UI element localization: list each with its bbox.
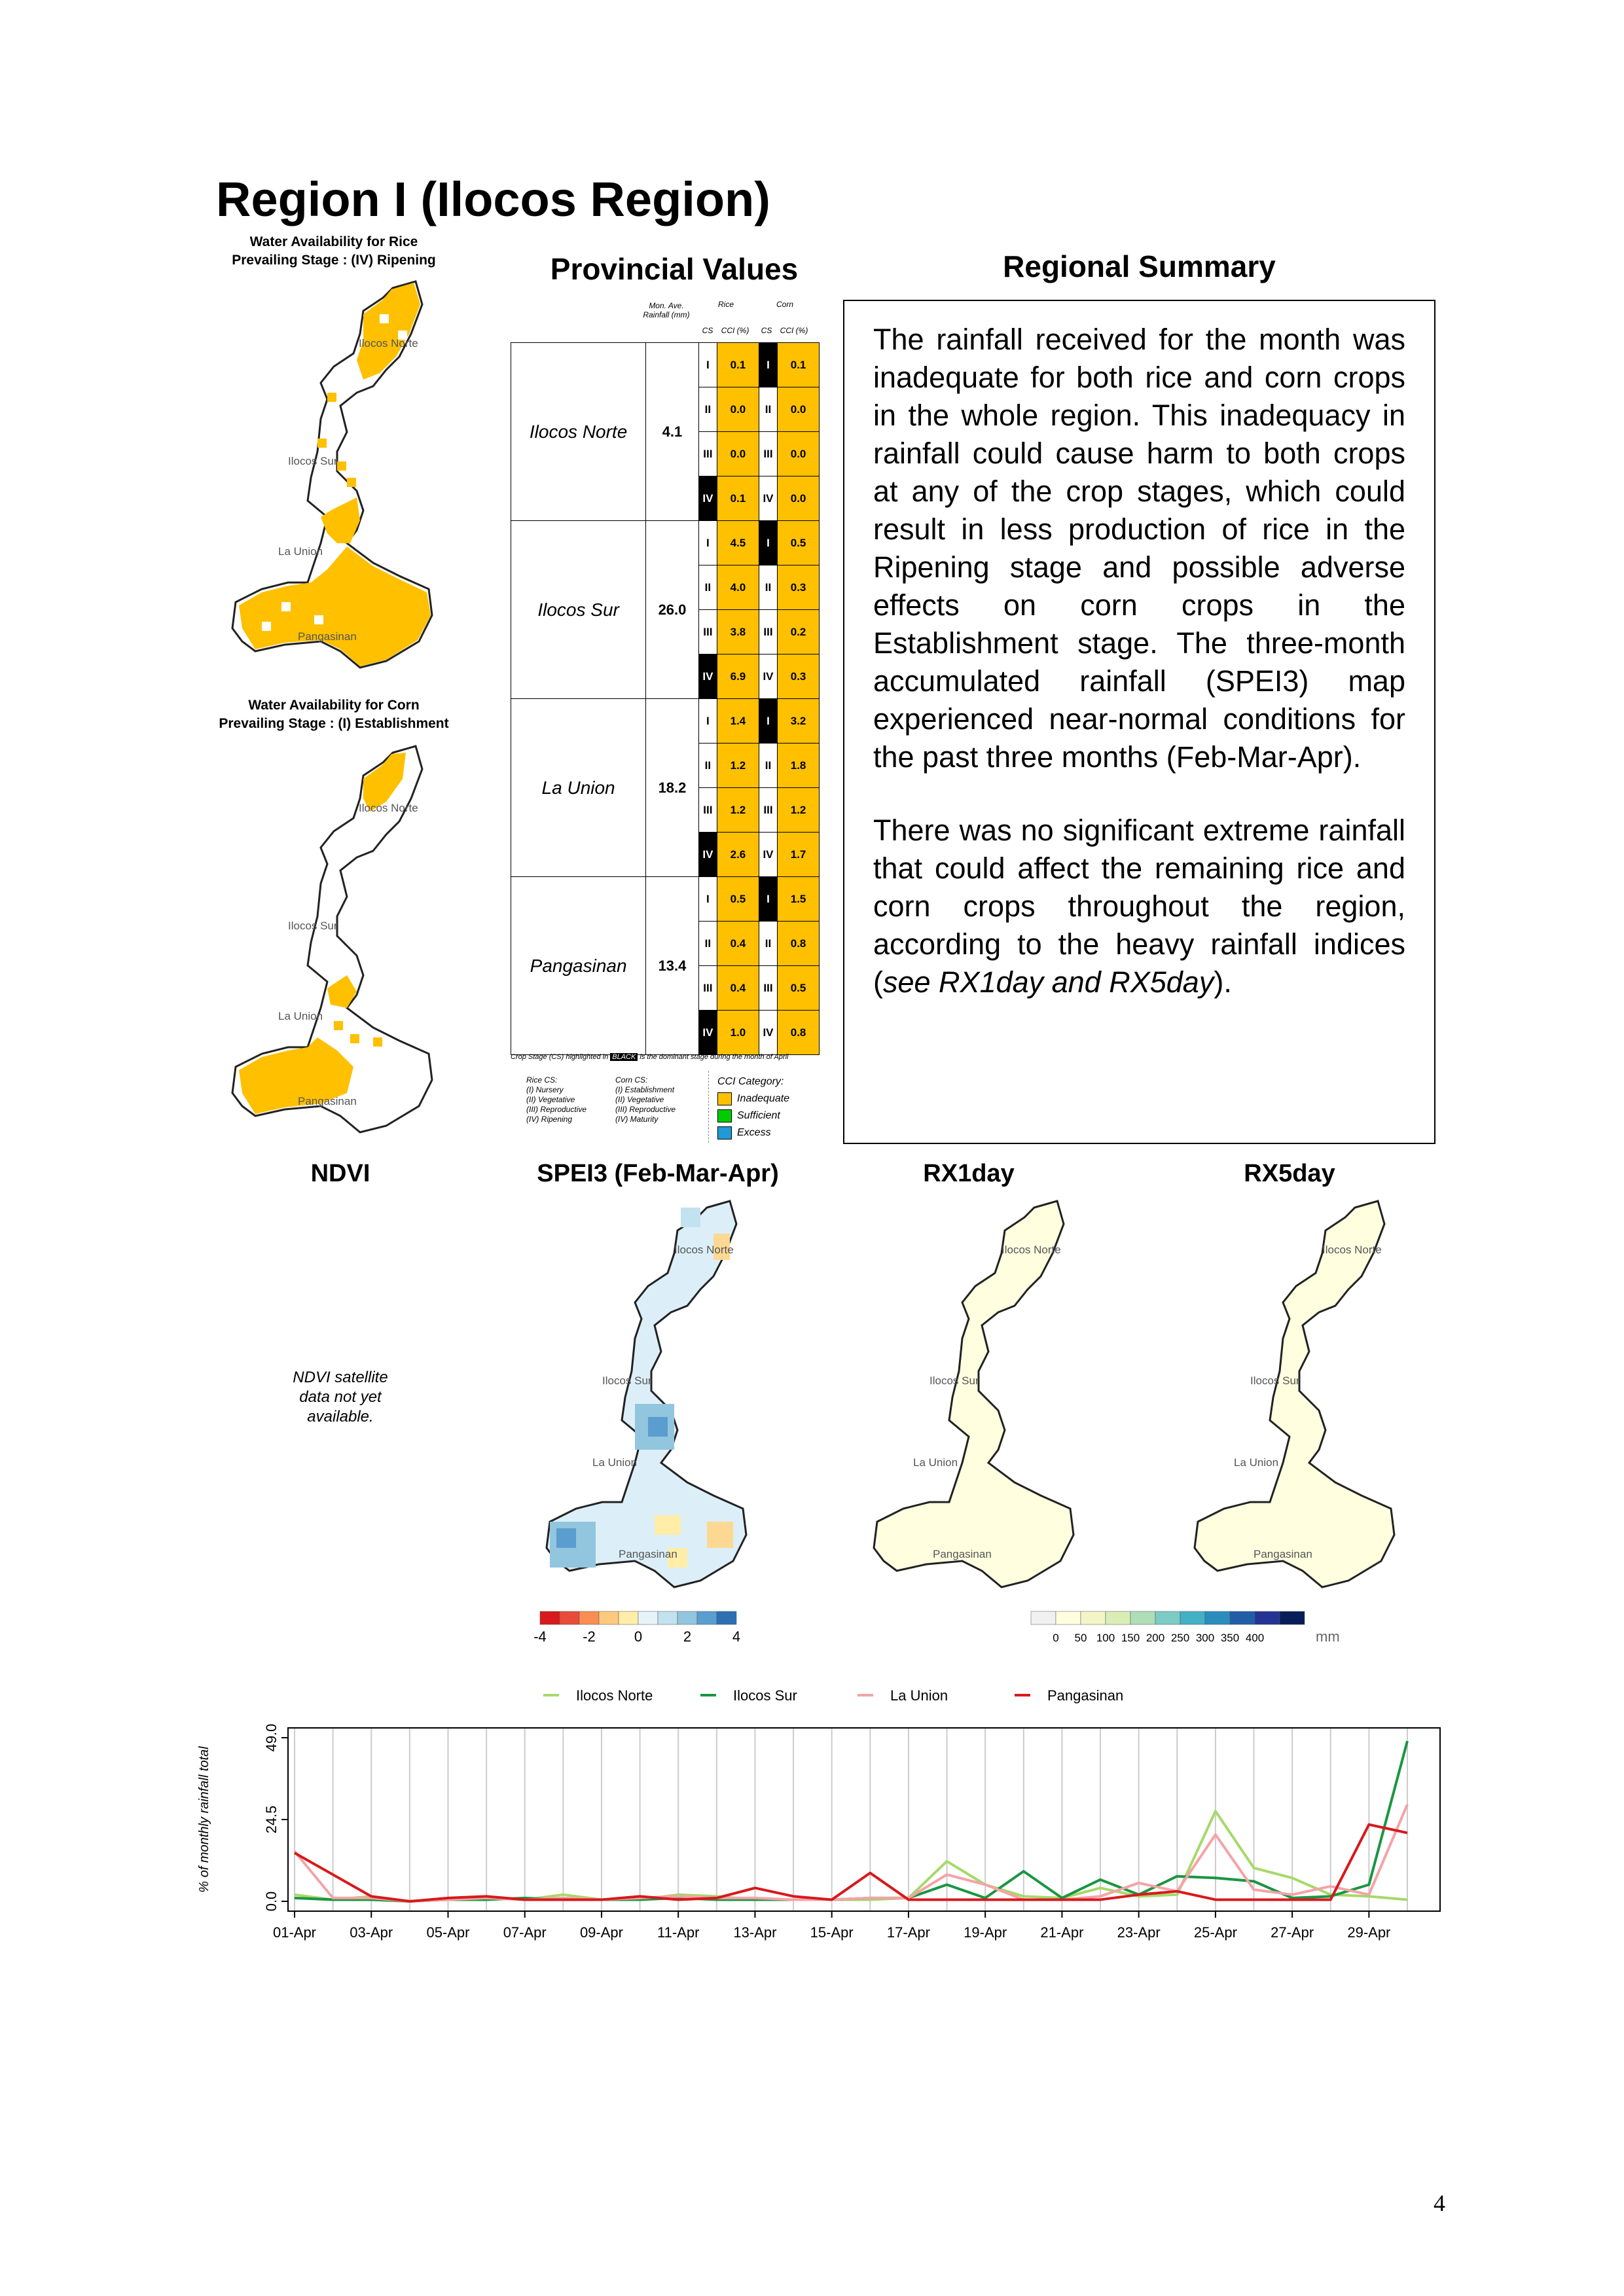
map-label-la-union: La Union xyxy=(1234,1456,1279,1469)
corn-cs-cell: I xyxy=(759,877,777,922)
map-label-ilocos-sur: Ilocos Sur xyxy=(288,920,338,932)
cs-legend-line: (III) Reproductive xyxy=(526,1105,587,1114)
col-head-corn-cci: CCI (%) xyxy=(780,326,808,335)
legend-label: Ilocos Sur xyxy=(733,1687,797,1704)
spei-scale-swatch xyxy=(540,1611,560,1624)
corn-cs-cell: IV xyxy=(759,655,777,699)
x-tick-label: 07-Apr xyxy=(503,1924,547,1941)
rx-scale-swatch xyxy=(1255,1611,1280,1624)
rice-cci-cell: 2.6 xyxy=(717,833,759,877)
ndvi-note xyxy=(249,1368,432,1427)
spei-scale-swatch xyxy=(658,1611,677,1624)
rice-cs-legend xyxy=(526,1075,586,1124)
corn-cs-cell: IV xyxy=(759,1011,777,1055)
province-name: Ilocos Sur xyxy=(511,521,646,699)
rice-water-availability-map xyxy=(223,275,445,681)
cci-legend xyxy=(717,1073,789,1141)
corn-cs-cell: I xyxy=(759,521,777,565)
summary-p2-italic: see RX1day and RX5day xyxy=(883,965,1214,999)
map-label-ilocos-sur: Ilocos Sur xyxy=(929,1374,979,1387)
map-label-pangasinan: Pangasinan xyxy=(933,1548,992,1560)
table-row xyxy=(511,521,820,565)
rx-scale-tick: 400 xyxy=(1245,1632,1265,1644)
map-label-la-union: La Union xyxy=(592,1456,638,1469)
rice-cci-cell: 0.5 xyxy=(717,877,759,922)
x-tick-label: 19-Apr xyxy=(964,1924,1007,1941)
rice-cci-cell: 6.9 xyxy=(717,655,759,699)
spei-scale-swatch xyxy=(638,1611,658,1624)
table-row xyxy=(511,877,820,922)
rx-scale-swatch xyxy=(1180,1611,1205,1624)
spei-map xyxy=(537,1194,759,1600)
map-label-pangasinan: Pangasinan xyxy=(298,1095,357,1107)
x-tick-label: 03-Apr xyxy=(350,1924,393,1941)
corn-cci-cell: 1.2 xyxy=(778,788,820,833)
spei-scale-swatch xyxy=(717,1611,736,1624)
map-label-ilocos-norte: Ilocos Norte xyxy=(1322,1244,1382,1256)
cci-swatch xyxy=(717,1109,732,1122)
rx-scale-swatch xyxy=(1205,1611,1230,1624)
map-label-ilocos-sur: Ilocos Sur xyxy=(1250,1374,1300,1387)
corn-cs-cell: IV xyxy=(759,476,777,521)
corn-cci-cell: 0.0 xyxy=(778,387,820,432)
corn-cci-cell: 1.5 xyxy=(778,877,820,922)
rice-cs-cell: III xyxy=(698,966,717,1011)
chart-frame xyxy=(288,1728,1440,1911)
rx-scale-swatch xyxy=(1031,1611,1056,1624)
provincial-values-heading: Provincial Values xyxy=(550,252,799,286)
cci-legend-item xyxy=(717,1124,789,1141)
rx-scale-swatch xyxy=(1106,1611,1130,1624)
corn-cs-cell: III xyxy=(759,432,777,476)
rx-scale-tick: 0 xyxy=(1053,1632,1059,1644)
cci-legend-item xyxy=(717,1107,789,1124)
rx-scale-unit: mm xyxy=(1316,1628,1340,1645)
corn-cci-cell: 1.8 xyxy=(778,744,820,788)
x-tick-label: 23-Apr xyxy=(1117,1924,1161,1941)
spei-scale-tick: 0 xyxy=(634,1628,643,1645)
corn-cci-cell: 0.0 xyxy=(778,432,820,476)
col-head-corn: Corn xyxy=(776,300,793,309)
spei-scale-swatch xyxy=(619,1611,638,1624)
map-label-pangasinan: Pangasinan xyxy=(619,1548,677,1560)
rice-cs-cell: IV xyxy=(698,655,717,699)
cs-legend-line: Rice CS: xyxy=(526,1075,558,1085)
rice-cs-cell: I xyxy=(698,343,717,387)
rx-scale-swatch xyxy=(1280,1611,1305,1624)
cci-legend-title: CCI Category: xyxy=(717,1076,784,1087)
spei-scale-tick: 2 xyxy=(683,1628,692,1645)
page-title: Region I (Ilocos Region) xyxy=(216,172,770,226)
spei-scale-tick: 4 xyxy=(732,1628,741,1645)
rice-cci-cell: 0.0 xyxy=(717,432,759,476)
rice-cci-cell: 4.5 xyxy=(717,521,759,565)
x-tick-label: 29-Apr xyxy=(1347,1924,1391,1941)
corn-cci-cell: 0.8 xyxy=(778,1011,820,1055)
cs-legend-line: Corn CS: xyxy=(615,1075,648,1085)
province-name: Ilocos Norte xyxy=(511,343,646,521)
corn-cci-cell: 0.5 xyxy=(778,966,820,1011)
provincial-values-table xyxy=(511,342,820,1055)
x-tick-label: 15-Apr xyxy=(810,1924,854,1941)
corn-cs-cell: I xyxy=(759,343,777,387)
corn-cci-cell: 0.1 xyxy=(778,343,820,387)
corn-map-caption xyxy=(196,696,471,733)
corn-map-caption-line1: Water Availability for Corn xyxy=(248,698,420,713)
rx-scale-tick: 300 xyxy=(1195,1632,1215,1644)
spei-scale-tick: -2 xyxy=(583,1628,596,1645)
table-footnote xyxy=(511,1053,788,1061)
summary-p2-post: ). xyxy=(1214,965,1232,999)
province-rainfall: 4.1 xyxy=(646,343,699,521)
spei-color-scale xyxy=(533,1610,753,1649)
rice-map-caption xyxy=(209,233,458,270)
series-line-pangasinan xyxy=(295,1825,1407,1901)
rx-scale-tick: 250 xyxy=(1170,1632,1190,1644)
map-label-la-union: La Union xyxy=(278,1010,323,1022)
map-label-pangasinan: Pangasinan xyxy=(1254,1548,1312,1560)
corn-cs-cell: II xyxy=(759,922,777,966)
y-tick-label: 24.5 xyxy=(263,1805,280,1834)
summary-p2-pre: There was no significant extreme rainfall that could affect the remaining rice and corn crops throughout the region, according to the heavy rainfall indices ( xyxy=(873,814,1405,999)
rice-cci-cell: 0.1 xyxy=(717,343,759,387)
cs-legend-line: (III) Reproductive xyxy=(615,1105,676,1114)
rice-cci-cell: 0.4 xyxy=(717,922,759,966)
rice-cs-cell: III xyxy=(698,432,717,476)
rice-cci-cell: 0.1 xyxy=(717,476,759,521)
cci-label: Excess xyxy=(737,1127,771,1138)
rx1day-heading: RX1day xyxy=(923,1160,1015,1187)
daily-rainfall-chart xyxy=(190,1682,1466,1970)
rice-cs-cell: II xyxy=(698,744,717,788)
province-rainfall: 26.0 xyxy=(646,521,699,699)
col-head-rainfall: Mon. Ave. Rainfall (mm) xyxy=(643,301,690,319)
regional-summary-heading: Regional Summary xyxy=(1003,249,1276,283)
x-tick-label: 05-Apr xyxy=(426,1924,470,1941)
ndvi-note-line3: available. xyxy=(307,1408,374,1426)
ndvi-note-line2: data not yet xyxy=(299,1388,382,1406)
corn-cci-cell: 0.3 xyxy=(778,655,820,699)
legend-label: Ilocos Norte xyxy=(576,1687,653,1704)
rice-cs-cell: II xyxy=(698,565,717,610)
rice-cs-cell: IV xyxy=(698,1011,717,1055)
x-tick-label: 25-Apr xyxy=(1193,1924,1237,1941)
cci-label: Inadequate xyxy=(737,1093,790,1104)
x-tick-label: 21-Apr xyxy=(1040,1924,1084,1941)
province-rainfall: 13.4 xyxy=(646,877,699,1055)
corn-cs-legend xyxy=(615,1075,676,1124)
summary-paragraph-2 xyxy=(873,812,1405,1001)
col-head-rice: Rice xyxy=(717,300,734,309)
col-head-rice-cs: CS xyxy=(702,326,713,335)
regional-summary-box xyxy=(843,300,1435,1144)
y-tick-label: 49.0 xyxy=(263,1723,280,1752)
map-label-la-union: La Union xyxy=(278,545,323,558)
rx5day-map xyxy=(1185,1194,1407,1600)
ndvi-note-line1: NDVI satellite xyxy=(293,1369,388,1386)
map-label-la-union: La Union xyxy=(913,1456,958,1469)
corn-cs-cell: II xyxy=(759,744,777,788)
province-rainfall: 18.2 xyxy=(646,699,699,877)
rice-cci-cell: 1.0 xyxy=(717,1011,759,1055)
rice-cs-cell: II xyxy=(698,387,717,432)
corn-cci-cell: 0.2 xyxy=(778,610,820,655)
rice-cci-cell: 1.2 xyxy=(717,744,759,788)
spei-scale-swatch xyxy=(677,1611,697,1624)
x-tick-label: 13-Apr xyxy=(733,1924,777,1941)
cci-swatch xyxy=(717,1092,732,1105)
summary-paragraph-1: The rainfall received for the month was inadequate for both rice and corn crops in the whole region. This inadequacy in rainfall could cause harm to both crops at any of the crop stages, which could result in less production of rice in the Ripening stage and possible adverse effects on corn crops in the Establishment stage. The three-month accumulated rainfall (SPEI3) map experienced near-normal conditions for the past three months (Feb-Mar-Apr). xyxy=(873,323,1405,774)
corn-cci-cell: 0.0 xyxy=(778,476,820,521)
map-label-ilocos-sur: Ilocos Sur xyxy=(602,1374,652,1387)
rice-cs-cell: IV xyxy=(698,476,717,521)
corn-cs-cell: II xyxy=(759,565,777,610)
rice-cs-cell: IV xyxy=(698,833,717,877)
corn-cci-cell: 0.8 xyxy=(778,922,820,966)
table-row xyxy=(511,699,820,744)
map-label-ilocos-norte: Ilocos Norte xyxy=(674,1244,734,1256)
cci-label: Sufficient xyxy=(737,1110,780,1121)
rice-cci-cell: 4.0 xyxy=(717,565,759,610)
corn-cs-cell: III xyxy=(759,966,777,1011)
cs-legend-line: (IV) Maturity xyxy=(615,1115,659,1124)
rx1day-map-region xyxy=(874,1201,1074,1587)
rice-cci-cell: 1.2 xyxy=(717,788,759,833)
rice-cci-cell: 1.4 xyxy=(717,699,759,744)
footnote-pre: Crop Stage (CS) highlighted in xyxy=(511,1053,609,1061)
rx-scale-tick: 50 xyxy=(1074,1632,1087,1644)
rx1day-map xyxy=(864,1194,1087,1600)
spei-scale-swatch xyxy=(599,1611,619,1624)
rice-cs-cell: I xyxy=(698,877,717,922)
rx5day-map-region xyxy=(1195,1201,1394,1587)
y-tick-label: 0.0 xyxy=(263,1891,280,1912)
spei-scale-swatch xyxy=(560,1611,579,1624)
x-tick-label: 01-Apr xyxy=(272,1924,317,1941)
corn-water-availability-map xyxy=(223,740,445,1145)
rice-cci-cell: 0.0 xyxy=(717,387,759,432)
ndvi-heading: NDVI xyxy=(310,1160,370,1187)
corn-cci-cell: 1.7 xyxy=(778,833,820,877)
map-label-ilocos-sur: Ilocos Sur xyxy=(288,455,338,467)
rice-cs-cell: I xyxy=(698,521,717,565)
rice-map-caption-line2: Prevailing Stage : (IV) Ripening xyxy=(232,253,436,268)
x-tick-label: 09-Apr xyxy=(579,1924,623,1941)
corn-cci-cell: 0.3 xyxy=(778,565,820,610)
col-head-rice-cci: CCI (%) xyxy=(721,326,749,335)
cs-legend-line: (IV) Ripening xyxy=(526,1115,573,1124)
rice-cci-cell: 0.4 xyxy=(717,966,759,1011)
cci-legend-item xyxy=(717,1090,789,1107)
spei-scale-swatch xyxy=(579,1611,599,1624)
rx5day-heading: RX5day xyxy=(1244,1160,1335,1187)
map-label-ilocos-norte: Ilocos Norte xyxy=(359,337,418,350)
footnote-post: is the dominant stage during the month of April xyxy=(640,1053,789,1061)
corn-cci-cell: 3.2 xyxy=(778,699,820,744)
footnote-black: BLACK xyxy=(610,1053,638,1061)
rice-map-caption-line1: Water Availability for Rice xyxy=(249,234,418,249)
rice-cci-cell: 3.8 xyxy=(717,610,759,655)
rx-scale-swatch xyxy=(1056,1611,1081,1624)
rx-scale-tick: 150 xyxy=(1121,1632,1140,1644)
table-row xyxy=(511,343,820,387)
corn-cci-cell: 0.5 xyxy=(778,521,820,565)
legend-divider xyxy=(708,1071,710,1143)
rice-cs-cell: I xyxy=(698,699,717,744)
cs-legend-line: (I) Establishment xyxy=(615,1085,675,1094)
page-number: 4 xyxy=(1434,2190,1445,2216)
legend-label: La Union xyxy=(890,1687,948,1704)
map-label-pangasinan: Pangasinan xyxy=(298,630,357,643)
corn-map-caption-line2: Prevailing Stage : (I) Establishment xyxy=(219,716,449,731)
rx-scale-swatch xyxy=(1081,1611,1106,1624)
corn-cs-cell: I xyxy=(759,699,777,744)
spei-heading: SPEI3 (Feb-Mar-Apr) xyxy=(537,1160,779,1187)
rice-cs-cell: III xyxy=(698,610,717,655)
rice-cs-cell: III xyxy=(698,788,717,833)
rx-scale-swatch xyxy=(1130,1611,1155,1624)
spei-scale-tick: -4 xyxy=(533,1628,547,1645)
province-name: Pangasinan xyxy=(511,877,646,1055)
spei-scale-swatch xyxy=(697,1611,717,1624)
col-head-corn-cs: CS xyxy=(761,326,772,335)
x-tick-label: 27-Apr xyxy=(1271,1924,1314,1941)
cs-legend-line: (II) Vegetative xyxy=(526,1095,575,1104)
map-label-ilocos-norte: Ilocos Norte xyxy=(1001,1244,1061,1256)
corn-cs-cell: IV xyxy=(759,833,777,877)
corn-cs-cell: III xyxy=(759,788,777,833)
corn-cs-cell: III xyxy=(759,610,777,655)
rx-color-scale xyxy=(1028,1610,1342,1649)
rx-scale-swatch xyxy=(1155,1611,1180,1624)
rx-scale-tick: 200 xyxy=(1146,1632,1165,1644)
rice-cs-cell: II xyxy=(698,922,717,966)
x-tick-label: 11-Apr xyxy=(657,1924,700,1941)
province-name: La Union xyxy=(511,699,646,877)
rx-scale-swatch xyxy=(1230,1611,1255,1624)
cci-swatch xyxy=(717,1126,732,1139)
cs-legend-line: (II) Vegetative xyxy=(615,1095,664,1104)
cs-legend-line: (I) Nursery xyxy=(526,1085,564,1094)
map-label-ilocos-norte: Ilocos Norte xyxy=(359,802,418,814)
legend-label: Pangasinan xyxy=(1047,1687,1124,1704)
series-line-ilocos-sur xyxy=(295,1741,1407,1901)
x-tick-label: 17-Apr xyxy=(886,1924,930,1941)
corn-cs-cell: II xyxy=(759,387,777,432)
y-axis-label: % of monthly rainfall total xyxy=(197,1746,211,1893)
rx-scale-tick: 100 xyxy=(1096,1632,1115,1644)
rx-scale-tick: 350 xyxy=(1220,1632,1240,1644)
